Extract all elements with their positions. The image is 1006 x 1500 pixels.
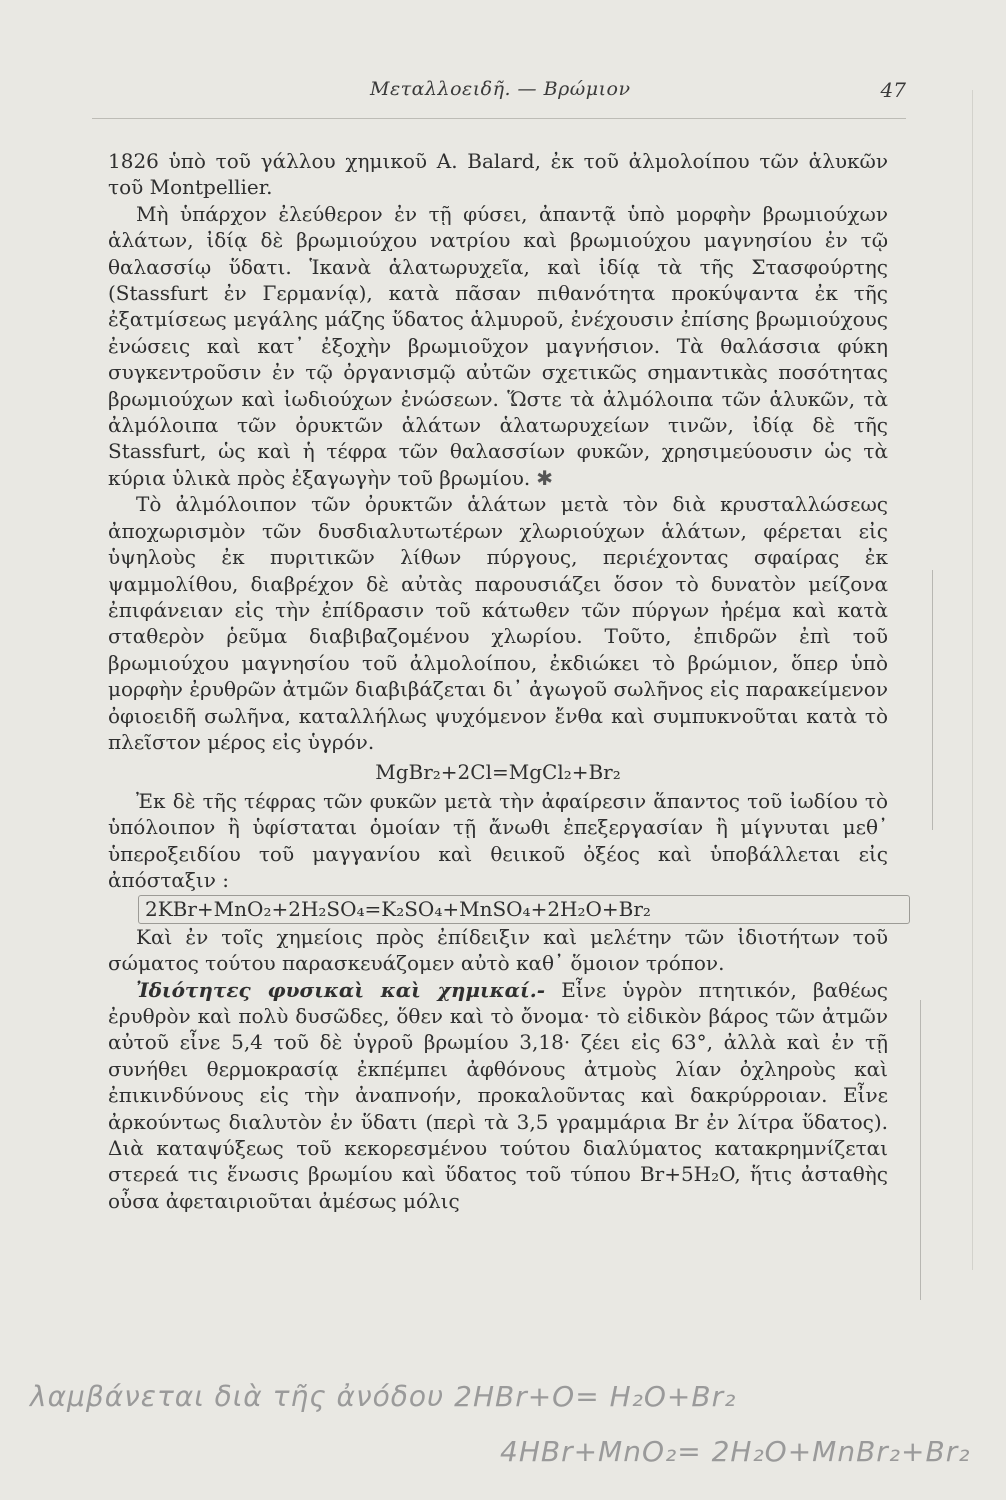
paragraph-5: Καὶ ἐν τοῖς χημείοις πρὸς ἐπίδειξιν καὶ μελέτην τῶν ἰδιοτήτων τοῦ σώματος τούτου παρασκευάζομεν αὐτὸ καθ᾿ ὅμοιον τρόπον. <box>108 924 888 976</box>
body-text <box>108 148 888 1214</box>
page-fold-line <box>972 90 973 1270</box>
page-number: 47 <box>880 78 906 102</box>
margin-line <box>932 570 933 830</box>
formula-2: 2KBr+MnO₂+2H₂SO₄=K₂SO₄+MnSO₄+2H₂O+Br₂ <box>138 895 910 923</box>
header-rule <box>92 118 906 119</box>
paragraph-1: 1826 ὑπὸ τοῦ γάλλου χημικοῦ Α. Balard, ἐκ τοῦ ἀλμολοίπου τῶν ἁλυκῶν τοῦ Montpellier. <box>108 149 888 200</box>
section-heading: Ἰδιότητες φυσικαὶ καὶ χημικαί.- <box>136 977 546 1002</box>
paragraph-6-text: Εἶνε ὑγρὸν πτητικόν, βαθέως ἐρυθρὸν καὶ πολὺ δυσῶδες, ὅθεν καὶ τὸ ὄνομα· τὸ εἰδικὸν βάρος τῶν ἀτμῶν αὐτοῦ εἶνε 5,4 τοῦ δὲ ὑγροῦ βρωμίου 3,18· ζέει εἰς 63°, ἀλλὰ καὶ ἐν τῇ συνήθει θερμοκρασίᾳ ἐκπέμπει ἀφθόνους ἀτμοὺς λίαν ὀχληροὺς καὶ ἐπικινδύνους εἰς τὴν ἀναπνοήν, προκαλοῦντας καὶ δακρύρροιαν. Εἶνε ἀρκούντως διαλυτὸν ἐν ὕδατι (περὶ τὰ 3,5 γραμμάρια Br ἐν λίτρα ὕδατος). Διὰ καταψύξεως τοῦ κεκορεσμένου τούτου διαλύματος κατακρημνίζεται στερεά τις ἕνωσις βρωμίου καὶ ὕδατος τοῦ τύπου Br+5H₂O, ἥτις ἀσταθὴς οὖσα ἀφεταιριοῦται ἀμέσως μόλις <box>108 977 889 1213</box>
margin-line <box>920 1000 921 1300</box>
paragraph-2 <box>108 201 888 491</box>
formula-1: MgBr₂+2Cl=MgCl₂+Br₂ <box>375 760 621 785</box>
asterisk-mark: ✱ <box>536 465 554 490</box>
paragraph-3: Τὸ ἀλμόλοιπον τῶν ὀρυκτῶν ἁλάτων μετὰ τὸν διὰ κρυσταλλώσεως ἀποχωρισμὸν τῶν δυσδιαλυτωτέρων χλωριούχων ἁλάτων, φέρεται εἰς ὑψηλοὺς ἐκ πυριτικῶν λίθων πύργους, περιέχοντας σφαίρας ἐκ ψαμμολίθου, διαβρέχον δὲ αὐτὰς παρουσιάζει ὅσον τὸ δυνατὸν μείζονα ἐπιφάνειαν εἰς τὴν ἐπίδρασιν τοῦ κάτωθεν τῶν πύργων ἠρέμα καὶ κατὰ σταθερὸν ῥεῦμα διαβιβαζομένου χλωρίου. Τοῦτο, ἐπιδρῶν ἐπὶ τοῦ βρωμιούχου μαγνησίου τοῦ ἀλμολοίπου, ἐκδιώκει τὸ βρώμιον, ὅπερ ὑπὸ μορφὴν ἐρυθρῶν ἀτμῶν διαβιβάζεται δι᾿ ἀγωγοῦ σωλῆνος εἰς παρακείμενον ὀφιοειδῆ σωλῆνα, καταλλήλως ψυχόμενον ἔνθα καὶ συμπυκνοῦται κατὰ τὸ πλεῖστον μέρος εἰς ὑγρόν. <box>108 492 888 754</box>
paragraph-4: Ἐκ δὲ τῆς τέφρας τῶν φυκῶν μετὰ τὴν ἀφαίρεσιν ἅπαντος τοῦ ἰωδίου τὸ ὑπόλοιπον ἢ ὑφίσταται ὁμοίαν τῇ ἄνωθι ἐπεξεργασίαν ἢ μίγνυται μεθ᾿ ὑπεροξειδίου τοῦ μαγγανίου καὶ θειικοῦ ὀξέος καὶ ὑποβάλλεται εἰς ἀπόσταξιν : <box>108 788 888 892</box>
running-head: Μεταλλοειδῆ. — Βρώμιον <box>370 78 631 100</box>
paragraph-6 <box>108 977 888 1215</box>
paragraph-2-text: Μὴ ὑπάρχον ἐλεύθερον ἐν τῇ φύσει, ἀπαντᾷ ὑπὸ μορφὴν βρωμιούχων ἁλάτων, ἰδίᾳ δὲ βρωμιούχου νατρίου καὶ βρωμιούχου μαγνησίου ἐν τῷ θαλασσίῳ ὕδατι. Ἱκανὰ ἁλατωρυχεῖα, καὶ ἰδίᾳ τὰ τῆς Στασφούρτης (Stassfurt ἐν Γερμανίᾳ), κατὰ πᾶσαν πιθανότητα προκύψαντα ἐκ τῆς ἐξατμίσεως μεγάλης μάζης ὕδατος ἁλμυροῦ, ἐνέχουσιν ἐπίσης βρωμιούχους ἐνώσεις καὶ κατ᾿ ἐξοχὴν βρωμιοῦχον μαγνήσιον. Τὰ θαλάσσια φύκη συγκεντροῦσιν ἐν τῷ ὀργανισμῷ αὐτῶν σχετικῶς σημαντικὰς ποσότητας βρωμιούχων καὶ ἰωδιούχων ἐνώσεων. Ὥστε τὰ ἀλμόλοιπα τῶν ἁλυκῶν, τὰ ἀλμόλοιπα τῶν ὀρυκτῶν ἁλάτων ἁλατωρυχείων τινῶν, ἰδίᾳ δὲ τῆς Stassfurt, ὡς καὶ ἡ τέφρα τῶν θαλασσίων φυκῶν, χρησιμεύουσιν ὡς τὰ κύρια ὑλικὰ πρὸς ἐξαγωγὴν τοῦ βρωμίου. <box>108 201 888 490</box>
handwritten-note-2: 4HBr+MnO₂= 2H₂O+MnBr₂+Br₂ <box>500 1435 971 1468</box>
handwritten-note-1: λαμβάνεται διὰ τῆς ἀνόδου 2HBr+O= H₂O+Br₂ <box>30 1380 737 1413</box>
page-header <box>90 78 906 112</box>
